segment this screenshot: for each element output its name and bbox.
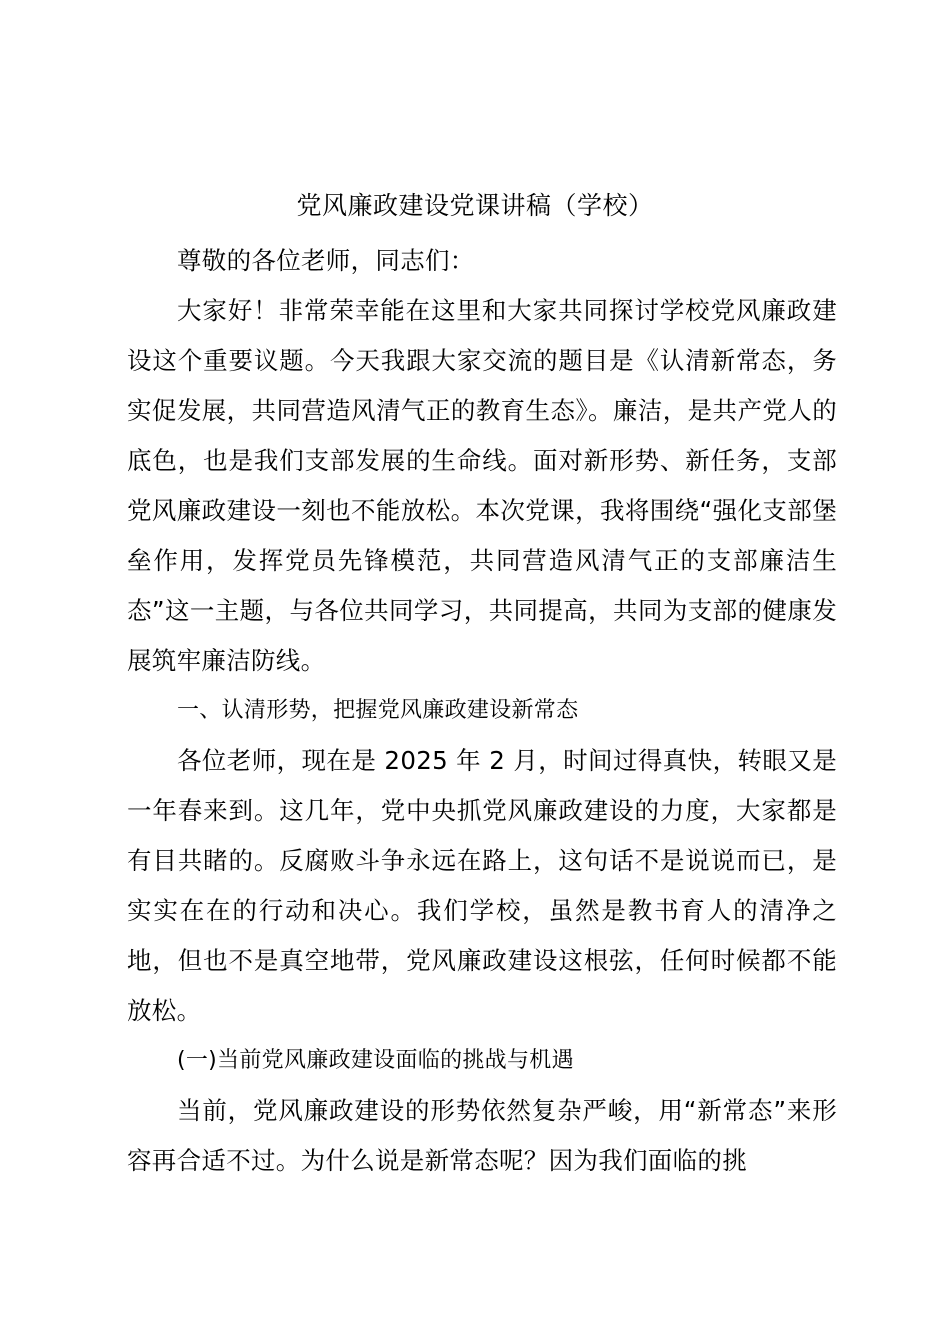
document-body xyxy=(127,236,837,1186)
document-title: 党风廉政建设党课讲稿（学校） xyxy=(296,191,654,220)
subsection-heading-1: (一)当前党风廉政建设面临的挑战与机遇 xyxy=(177,1048,574,1073)
section-heading-1: 一、认清形势，把握党风廉政建设新常态 xyxy=(177,698,579,723)
salutation-paragraph: 尊敬的各位老师，同志们： xyxy=(177,246,475,275)
section-1-paragraph: 各位老师，现在是 2025 年 2 月，时间过得真快，转眼又是一年春来到。这几年，党中央抓党风廉政建设的力度，大家都是有目共睹的。反腐败斗争永远在路上，这句话不是说说而已，是实实在在的行动和决心。我们学校，虽然是教书育人的清净之地，但也不是真空地带，党风廉政建设这根弦，任何时候都不能放松。 xyxy=(127,746,837,1025)
subsection-1-paragraph: 当前，党风廉政建设的形势依然复杂严峻，用“新常态”来形容再合适不过。为什么说是新常态呢？因为我们面临的挑 xyxy=(127,1096,837,1175)
intro-paragraph: 大家好！非常荣幸能在这里和大家共同探讨学校党风廉政建设这个重要议题。今天我跟大家交流的题目是《认清新常态，务实促发展，共同营造风清气正的教育生态》。廉洁，是共产党人的底色，也是我们支部发展的生命线。面对新形势、新任务，支部党风廉政建设一刻也不能放松。本次党课，我将围绕“强化支部堡垒作用，发挥党员先锋模范，共同营造风清气正的支部廉洁生态”这一主题，与各位共同学习，共同提高，共同为支部的健康发展筑牢廉洁防线。 xyxy=(127,296,837,675)
